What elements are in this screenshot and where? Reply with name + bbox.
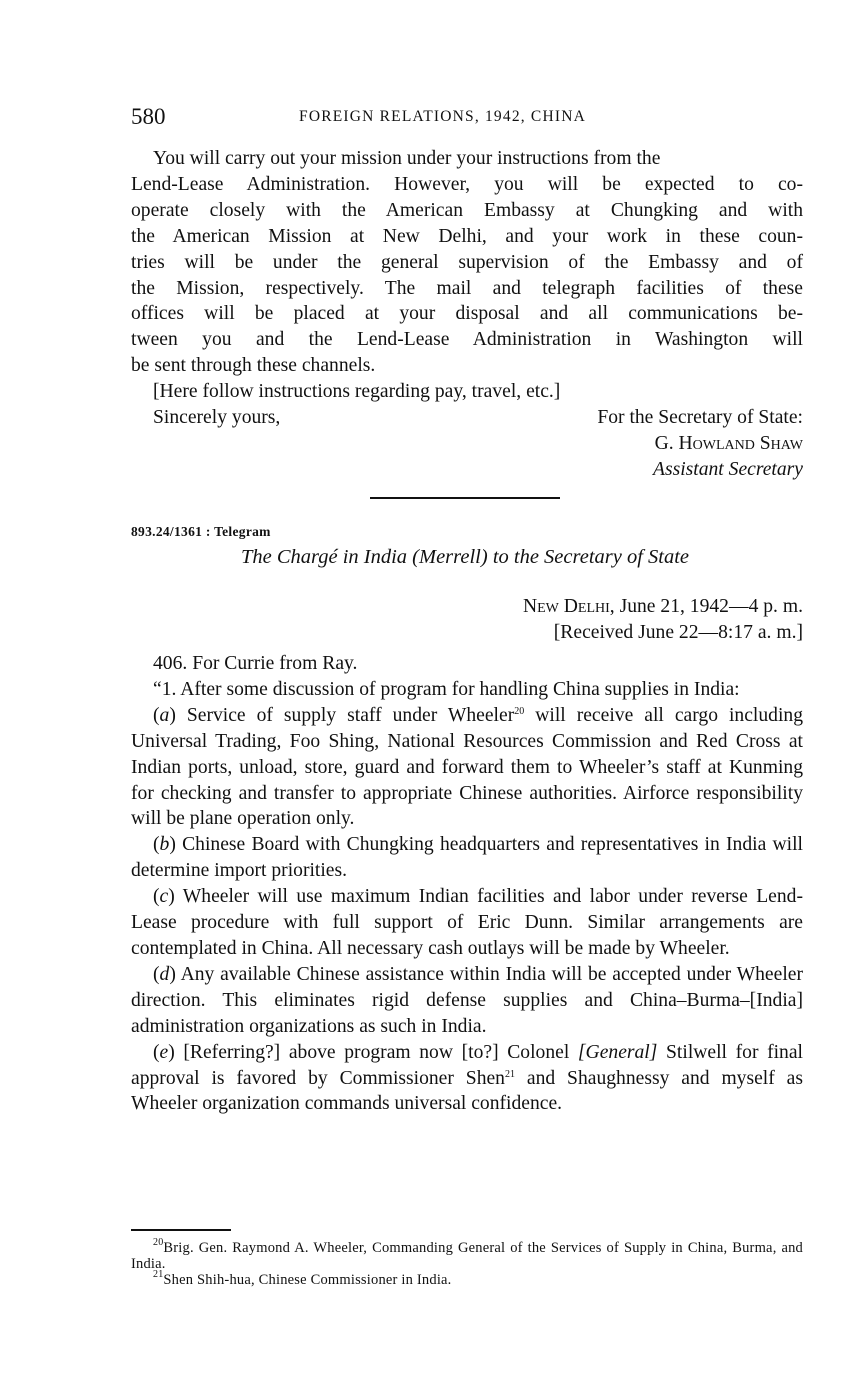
item-a-text: Service of supply staff under Wheeler	[186, 704, 515, 726]
item-a: (a) Service of supply staff under Wheeler$^{20}$ will receive all cargo including Universal Trading, Foo Shing, National Resources Commission and Red Cross at Indian ports, unload, store, guard and forward them to Wheeler’s staff at Kunming for checking and transfer to appropriate Chinese authorities. Airforce responsibility will be plane operation only.	[131, 704, 803, 830]
signer-title: Assistant Secretary	[652, 459, 803, 481]
dateline	[523, 594, 803, 646]
signer-name: G. Howland Shaw	[654, 433, 803, 455]
section-divider	[370, 497, 560, 499]
letter-line: tries will be under the general supervision of the Embassy and of	[131, 251, 803, 273]
item-d-text: Any available Chinese assistance within India will be accepted under Wheeler direction. This eliminates rigid defense supplies and China–Burma–[India] administration organizations as such in India.	[131, 963, 803, 1037]
letter-line: You will carry out your mission under your instructions from the	[153, 148, 661, 169]
footnote-21	[131, 1268, 803, 1289]
item-d-label: d	[159, 963, 170, 985]
item-c: (c) Wheeler will use maximum Indian facilities and labor under reverse Lend-Lease procedure with full support of Eric Dunn. Similar arrangements are contemplated in China. All necessary cash outlays will be made by Wheeler.	[131, 886, 803, 959]
item-e-text-end: and Shaughnessy and myself as Wheeler organization commands universal confidence.	[131, 1067, 803, 1115]
item-e-label: e	[159, 1041, 169, 1063]
footnote-number: 20	[153, 1237, 164, 1248]
page-header	[131, 104, 803, 134]
item-c-label: c	[159, 886, 169, 908]
item-e: (e) [Referring?] above program now [to?] Colonel [General] Stilwell for final approval is favored by Commissioner Shen$^{21}$ and Shaughnessy and myself as Wheeler organization commands universal confidence.	[131, 1041, 803, 1115]
telegram-intro: “1. After some discussion of program for handling China supplies in India:	[153, 678, 740, 700]
footnote-20	[131, 1237, 803, 1273]
telegram-number: 406. For Currie from Ray.	[153, 653, 358, 674]
item-e-text: [Referring?] above program now [to?] Colonel	[183, 1041, 570, 1063]
dateline-date: , June 21, 1942—4 p. m.	[609, 596, 803, 617]
signer-row	[131, 431, 803, 457]
telegram-body	[131, 651, 803, 1117]
signer-title-row	[131, 457, 803, 483]
dateline-place: New Delhi	[522, 596, 610, 617]
letter-line: offices will be placed at your disposal and all communications be-	[131, 303, 803, 325]
bracket-note: [Here follow instructions regarding pay, travel, etc.]	[153, 381, 561, 403]
received-line: [Received June 22—8:17 a. m.]	[553, 621, 803, 643]
item-a-text-cont: will receive all cargo including Universal Trading, Foo Shing, National Resources Commission and Red Cross at Indian ports, unload, store, guard and forward them to Wheeler’s staff at Kunming for checking and transfer to appropriate Chinese authorities. Airforce responsibility will be plane operation only.	[131, 704, 803, 830]
closing: Sincerely yours,	[153, 407, 281, 429]
footnote-text: Shen Shih-hua, Chinese Commissioner in India.	[163, 1271, 452, 1288]
item-b-text: Chinese Board with Chungking headquarters and representatives in India will determine import priorities.	[131, 834, 803, 882]
item-e-text-mid: Stilwell for final approval is favored by Commissioner Shen	[131, 1041, 803, 1089]
footnotes	[131, 1237, 803, 1288]
footnote-ref-20: 20	[514, 705, 525, 717]
footnote-rule	[131, 1229, 231, 1231]
letter-line: the Mission, respectively. The mail and telegraph facilities of these	[131, 277, 803, 299]
document-title: The Chargé in India (Merrell) to the Secretary of State	[240, 546, 690, 568]
page-number: 580	[131, 104, 166, 129]
for-secretary: For the Secretary of State:	[597, 407, 803, 429]
letter-line: tween you and the Lend-Lease Administration in Washington will	[131, 329, 803, 351]
letter-line: operate closely with the American Embassy at Chungking and with	[131, 199, 803, 221]
letter-line: the American Mission at New Delhi, and your work in these coun-	[131, 225, 803, 247]
letter-line: be sent through these channels.	[131, 355, 376, 377]
letter-body	[131, 146, 803, 483]
footnote-ref-21: 21	[504, 1068, 515, 1080]
item-c-text: Wheeler will use maximum Indian facilities and labor under reverse Lend-Lease procedure with full support of Eric Dunn. Similar arrangements are contemplated in China. All necessary cash outlays will be made by Wheeler.	[131, 886, 803, 959]
document-reference: 893.24/1361 : Telegram	[131, 524, 271, 539]
footnote-text: Brig. Gen. Raymond A. Wheeler, Commanding General of the Services of Supply in China, Burma, and India.	[131, 1240, 803, 1272]
running-title: FOREIGN RELATIONS, 1942, CHINA	[299, 108, 587, 125]
item-b-label: b	[159, 834, 170, 856]
item-a-label: a	[159, 704, 170, 726]
item-b: (b) Chinese Board with Chungking headquarters and representatives in India will determine import priorities.	[131, 834, 803, 882]
letter-line: Lend-Lease Administration. However, you will be expected to co-	[131, 173, 803, 195]
item-d: (d) Any available Chinese assistance within India will be accepted under Wheeler direction. This eliminates rigid defense supplies and China–Burma–[India] administration organizations as such in India.	[131, 963, 803, 1037]
footnote-number: 21	[153, 1268, 164, 1280]
item-e-general: [General]	[577, 1041, 658, 1063]
closing-row	[131, 405, 803, 431]
